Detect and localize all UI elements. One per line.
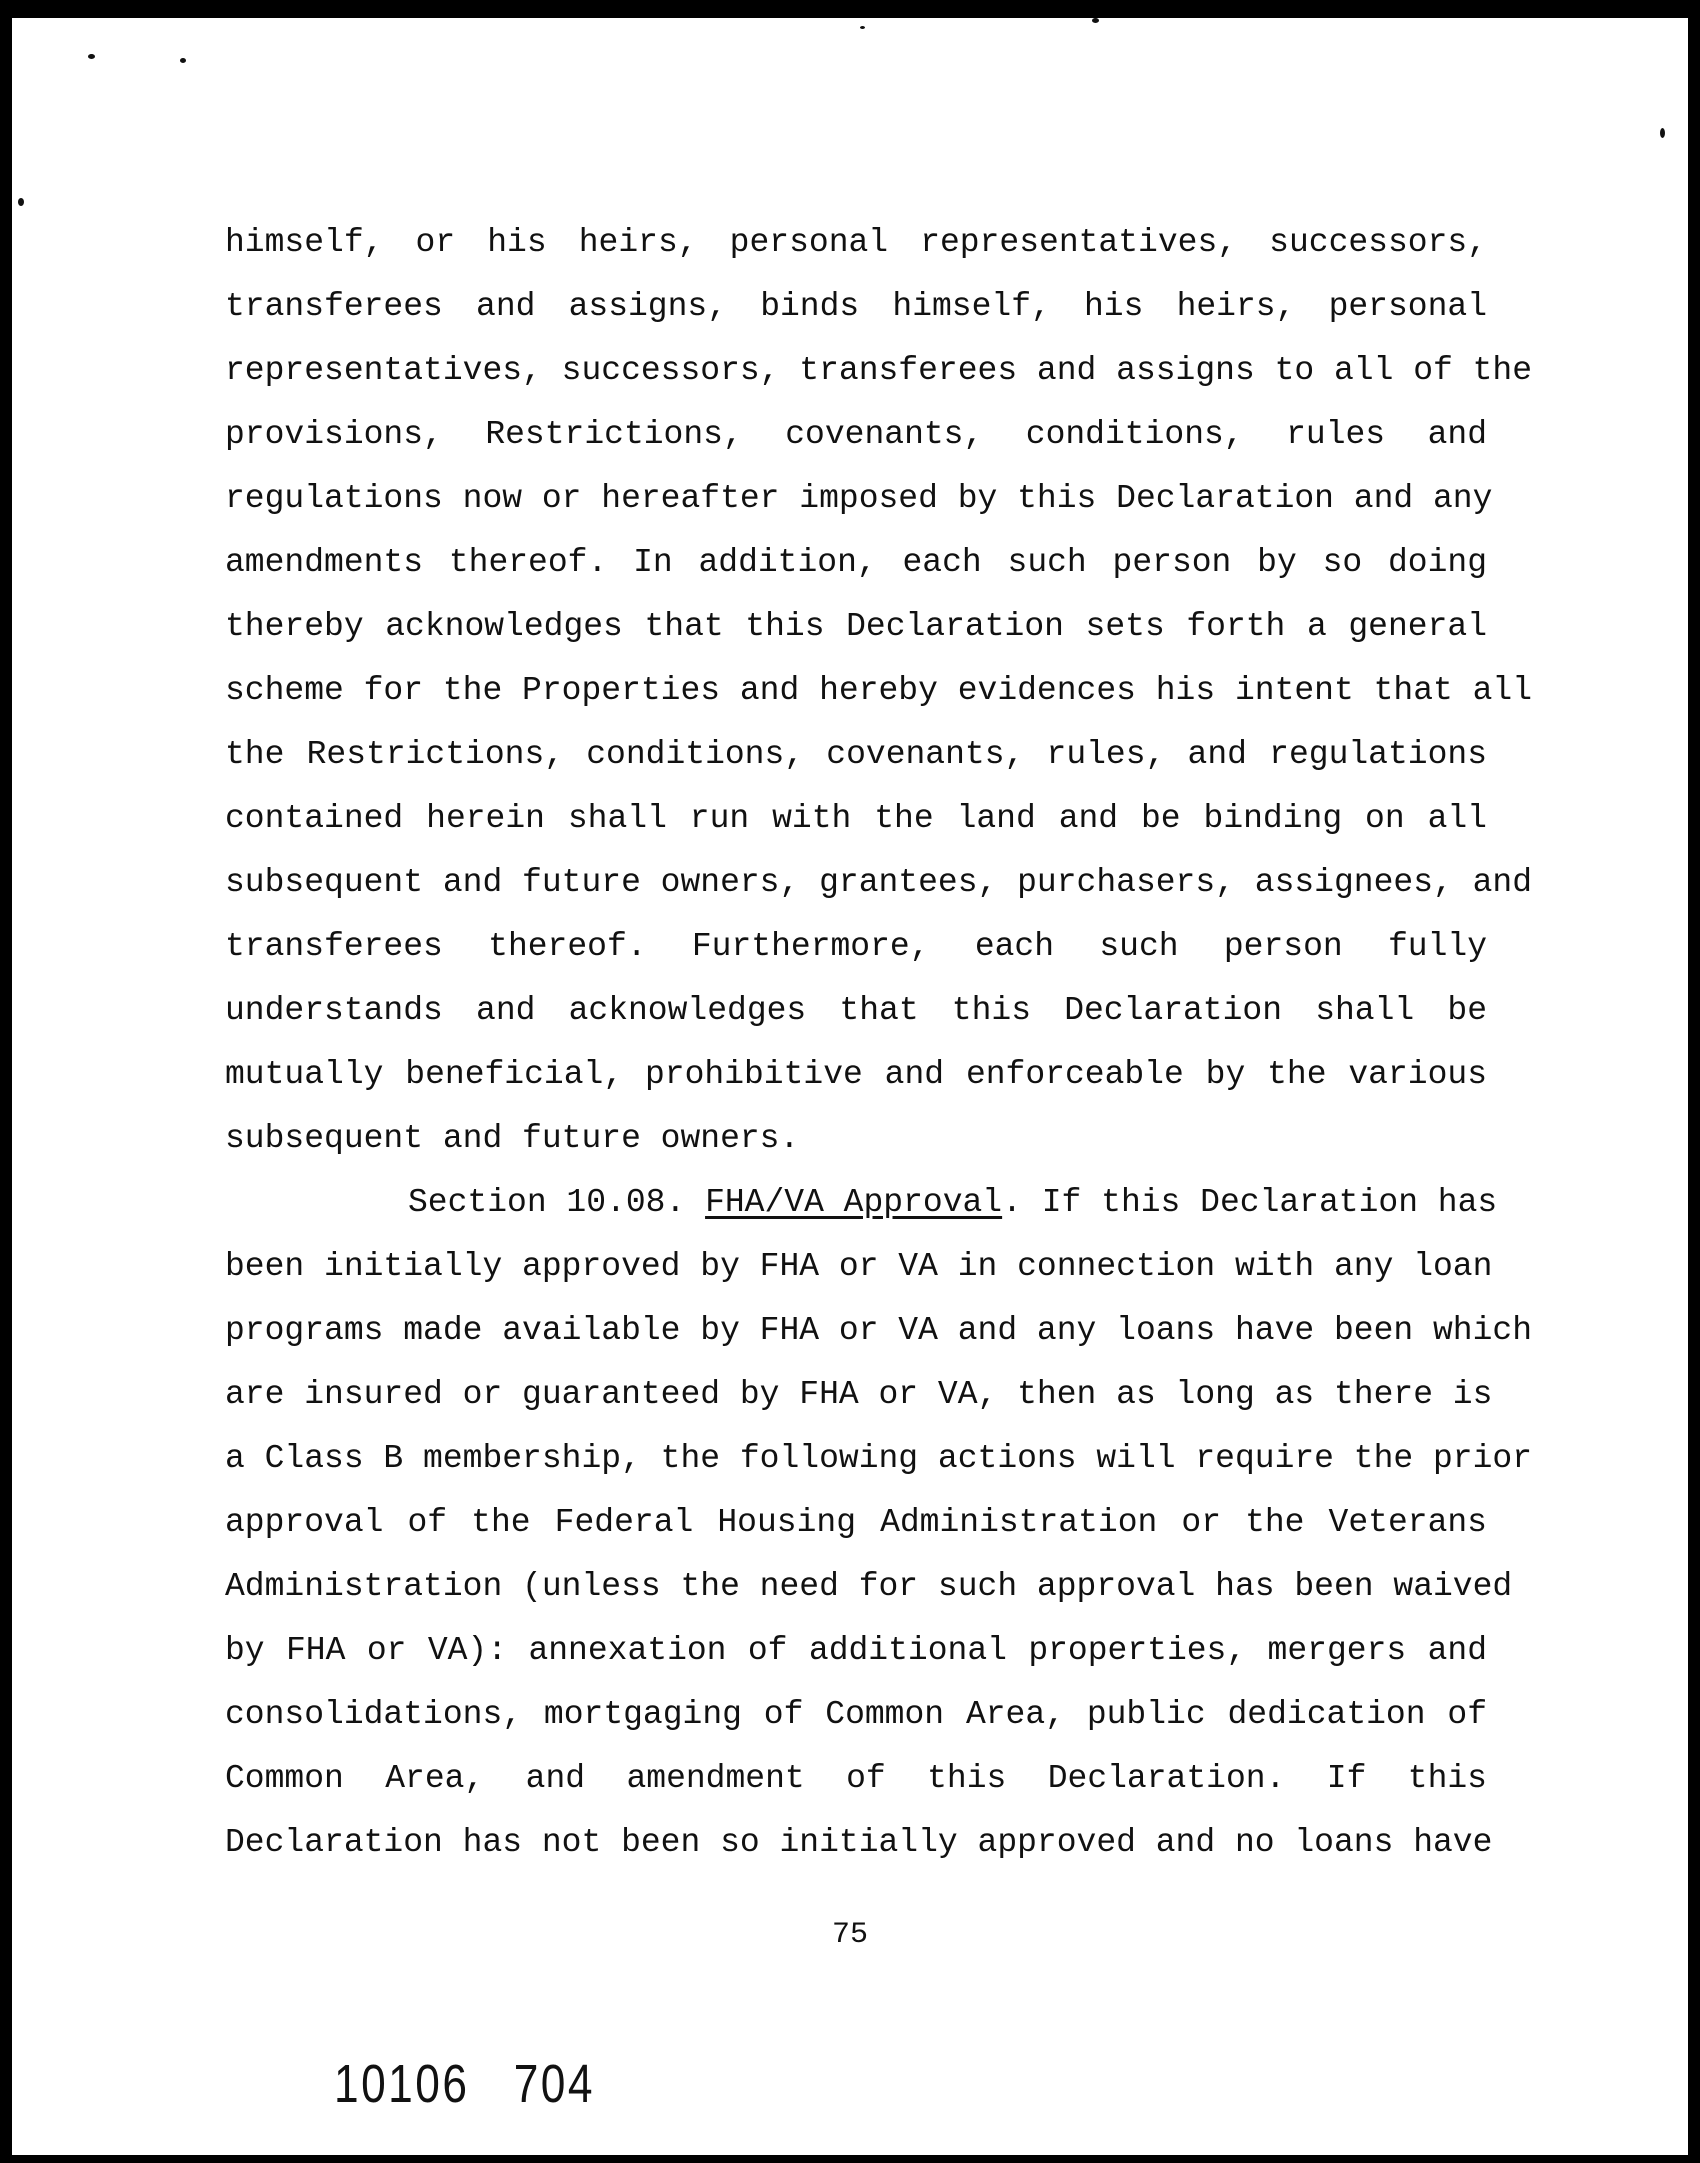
text-line: subsequent and future owners. bbox=[225, 1120, 800, 1157]
section-first-line-rest: . If this Declaration has bbox=[1002, 1184, 1498, 1221]
section-text-line: Declaration has not been so initially approved and no loans have bbox=[225, 1824, 1493, 1861]
text-line: representatives, successors, transferees and assigns to all of the bbox=[225, 352, 1533, 389]
text-line: transferees thereof. Furthermore, each such person fully bbox=[225, 928, 1487, 965]
section-heading: FHA/VA Approval bbox=[705, 1184, 1003, 1221]
text-line: provisions, Restrictions, covenants, conditions, rules and bbox=[225, 416, 1487, 453]
text-line: thereby acknowledges that this Declaration sets forth a general bbox=[225, 608, 1487, 645]
text-line: subsequent and future owners, grantees, purchasers, assignees, and bbox=[225, 864, 1533, 901]
text-line: amendments thereof. In addition, each such person by so doing bbox=[225, 544, 1487, 581]
text-line: regulations now or hereafter imposed by this Declaration and any bbox=[225, 480, 1493, 517]
section-text-line: are insured or guaranteed by FHA or VA, then as long as there is bbox=[225, 1376, 1493, 1413]
document-stamp-number: 10106 704 bbox=[334, 2054, 595, 2114]
section-text-line: approval of the Federal Housing Administration or the Veterans bbox=[225, 1504, 1487, 1541]
section-text-line: a Class B membership, the following actions will require the prior bbox=[225, 1440, 1533, 1477]
section-text-line: consolidations, mortgaging of Common Area, public dedication of bbox=[225, 1696, 1487, 1733]
section-number: Section 10.08. bbox=[408, 1184, 686, 1221]
text-line: understands and acknowledges that this Declaration shall be bbox=[225, 992, 1487, 1029]
section-text-line: Common Area, and amendment of this Declaration. If this bbox=[225, 1760, 1487, 1797]
section-heading-line bbox=[225, 1171, 1498, 1235]
text-line: the Restrictions, conditions, covenants, rules, and regulations bbox=[225, 736, 1487, 773]
body-text bbox=[225, 211, 1533, 1875]
section-text-line: programs made available by FHA or VA and any loans have been which bbox=[225, 1312, 1533, 1349]
section-text-line: Administration (unless the need for such approval has been waived bbox=[225, 1568, 1513, 1605]
page-number: 75 bbox=[831, 1918, 868, 1952]
text-line: transferees and assigns, binds himself, his heirs, personal bbox=[225, 288, 1487, 325]
text-line: mutually beneficial, prohibitive and enforceable by the various bbox=[225, 1056, 1487, 1093]
text-line: scheme for the Properties and hereby evidences his intent that all bbox=[225, 672, 1533, 709]
section-text-line: been initially approved by FHA or VA in connection with any loan bbox=[225, 1248, 1493, 1285]
text-line: contained herein shall run with the land and be binding on all bbox=[225, 800, 1487, 837]
document-page bbox=[12, 18, 1688, 2155]
section-text-line: by FHA or VA): annexation of additional properties, mergers and bbox=[225, 1632, 1487, 1669]
text-line: himself, or his heirs, personal representatives, successors, bbox=[225, 224, 1487, 261]
